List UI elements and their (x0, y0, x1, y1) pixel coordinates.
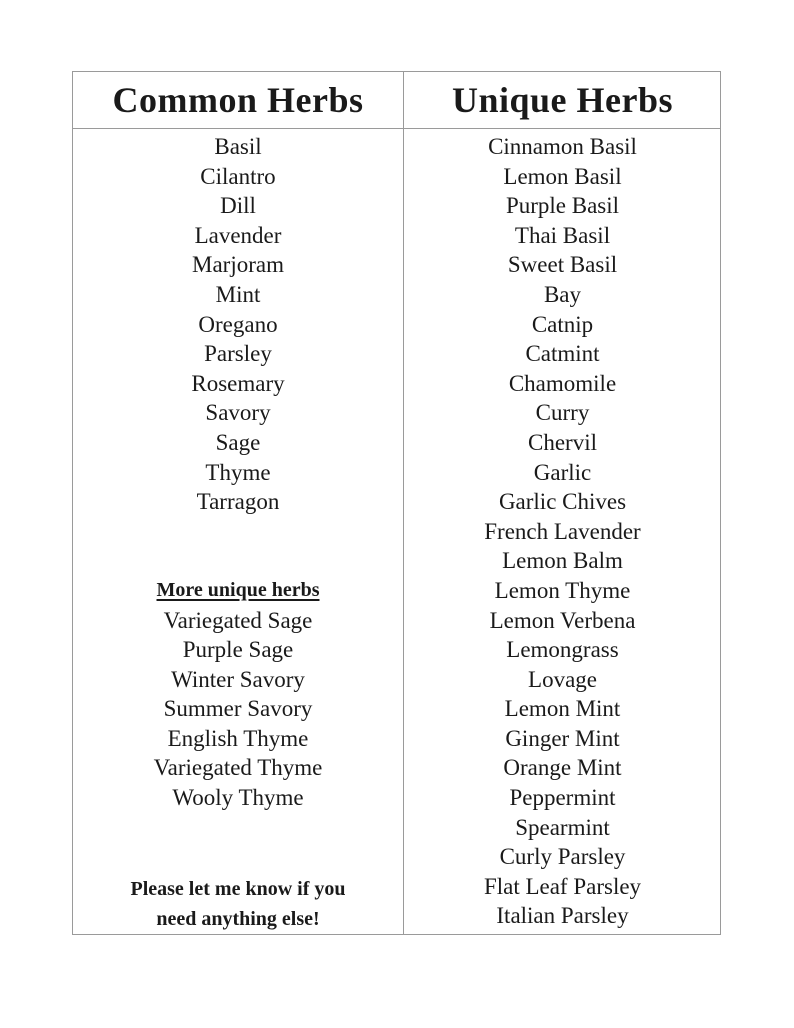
list-item: Dill (220, 193, 256, 219)
herb-table (72, 71, 721, 935)
list-item: Lemon Balm (502, 548, 623, 574)
list-item: Spearmint (515, 814, 610, 840)
list-item: Parsley (204, 341, 272, 367)
unique-herbs-column (404, 132, 721, 931)
list-item: Winter Savory (171, 666, 305, 692)
header-unique-herbs: Unique Herbs (451, 80, 674, 120)
list-item: Thyme (205, 459, 271, 485)
list-item: Cilantro (200, 163, 276, 189)
list-item: Chamomile (508, 370, 617, 396)
more-unique-heading: More unique herbs (156, 578, 320, 601)
list-item: English Thyme (167, 725, 309, 751)
list-item: Sweet Basil (507, 252, 618, 278)
list-item: Curry (535, 400, 590, 426)
list-item: Purple Sage (182, 637, 294, 663)
list-item: Lovage (528, 666, 597, 692)
list-item: Sage (215, 429, 261, 455)
closing-note-line-1: Please let me know if you (130, 878, 346, 900)
list-item: Savory (205, 400, 271, 426)
list-item: Oregano (198, 311, 278, 337)
list-item: Mint (215, 281, 261, 307)
list-item: Thai Basil (514, 222, 611, 248)
common-herbs-column (73, 132, 403, 813)
list-item: Purple Basil (505, 193, 620, 219)
list-item: Bay (543, 281, 582, 307)
list-item: French Lavender (484, 518, 641, 544)
list-item: Variegated Sage (163, 607, 313, 633)
list-item: Italian Parsley (496, 903, 629, 929)
list-item: Chervil (528, 429, 597, 455)
list-item: Flat Leaf Parsley (483, 873, 642, 899)
header-divider (73, 128, 720, 129)
list-item: Catnip (531, 311, 594, 337)
list-item: Cinnamon Basil (488, 134, 637, 159)
spacer (73, 517, 403, 576)
list-item: Ginger Mint (505, 725, 620, 751)
list-item: Lemon Thyme (494, 577, 631, 603)
list-item: Orange Mint (503, 755, 622, 781)
header-common-herbs: Common Herbs (112, 80, 364, 120)
list-item: Variegated Thyme (153, 755, 323, 781)
list-item: Lemon Verbena (489, 607, 636, 633)
list-item: Marjoram (192, 252, 284, 278)
list-item: Garlic Chives (498, 489, 627, 515)
list-item: Peppermint (509, 785, 616, 811)
closing-note (73, 874, 403, 934)
list-item: Catmint (525, 341, 600, 367)
list-item: Rosemary (191, 370, 285, 396)
list-item: Garlic (533, 459, 592, 485)
list-item: Lemon Mint (504, 696, 621, 722)
list-item: Curly Parsley (499, 844, 626, 870)
list-item: Summer Savory (163, 696, 313, 722)
list-item: Lemongrass (506, 637, 619, 663)
list-item: Tarragon (196, 489, 280, 515)
list-item: Lavender (194, 222, 282, 248)
list-item: Lemon Basil (503, 163, 622, 189)
list-item: Basil (214, 134, 262, 159)
list-item: Wooly Thyme (172, 785, 304, 811)
closing-note-line-2: need anything else! (156, 908, 320, 930)
